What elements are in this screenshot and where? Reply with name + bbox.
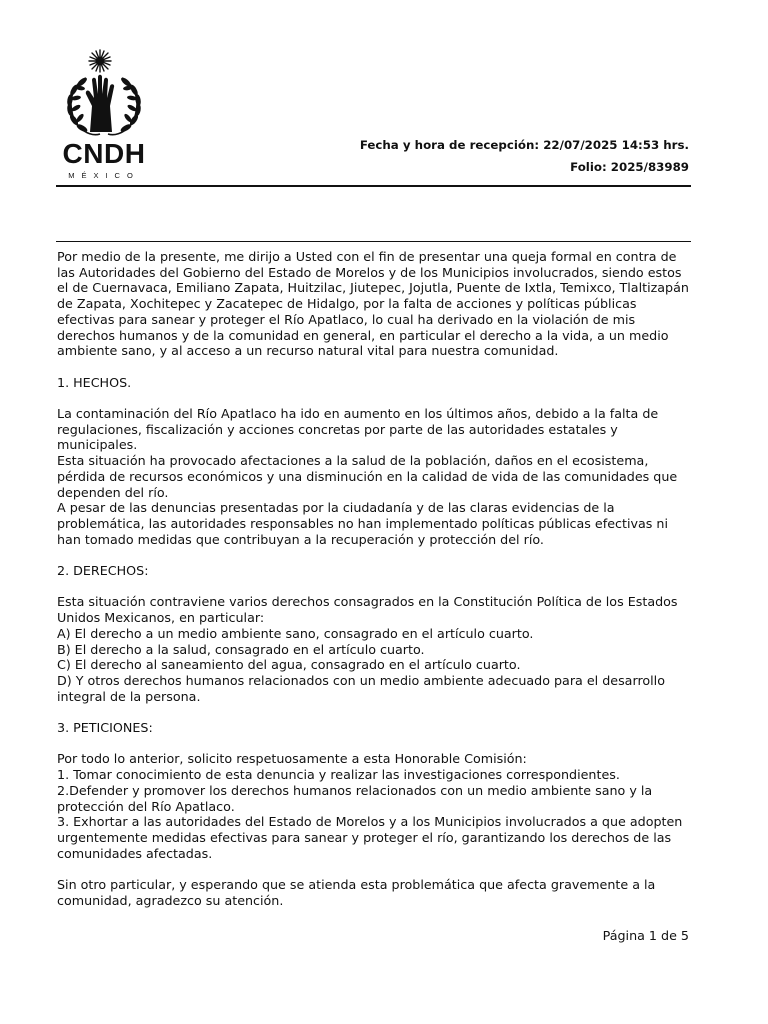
intro-paragraph: Por medio de la presente, me dirijo a Usted con el fin de presentar una queja formal en contra de las Autoridades del Gobierno del Estado de Morelos y de los Municipios involucrados, siendo estos el de Cuernavaca, Emiliano Zapata, Huitzilac, Jiutepec, Jojutla, Puente de Ixtla, Temixco, Tlaltizapán de Zapata, Xochitepec y Zacatepec de Hidalgo, por la falta de acciones y políticas públicas efectivas para sanear y proteger el Río Apatlaco, lo cual ha derivado en la violación de mis derechos humanos y de la comunidad en general, en particular el derecho a la vida, a un medio ambiente sano, y al acceso a un recurso natural vital para nuestra comunidad.: [57, 249, 689, 359]
derechos-paragraph: [57, 594, 693, 704]
peticiones-line: 2.Defender y promover los derechos humanos relacionados con un medio ambiente sano y la protección del Río Apatlaco.: [57, 782, 653, 814]
hechos-line: Esta situación ha provocado afectaciones a la salud de la población, daños en el ecosistema, pérdida de recursos económicos y una disminución en la calidad de vida de las comunidades que dependen del río.: [57, 453, 678, 500]
reception-datetime: Fecha y hora de recepción: 22/07/2025 14:53 hrs.: [359, 138, 689, 152]
derechos-line: Esta situación contraviene varios derechos consagrados en la Constitución Política de los Estados Unidos Mexicanos, en particular:: [57, 594, 678, 626]
derechos-line: D) Y otros derechos humanos relacionados con un medio ambiente adecuado para el desarrollo integral de la persona.: [57, 672, 665, 704]
peticiones-paragraph: [57, 751, 693, 861]
hechos-line: A pesar de las denuncias presentadas por la ciudadanía y de las claras evidencias de la problemática, las autoridades responsables no han implementado políticas públicas efectivas ni han tomado medidas que contribuyan a la recuperación y protección del río.: [57, 500, 668, 547]
closing-paragraph: Sin otro particular, y esperando que se atienda esta problemática que afecta gravemente a la comunidad, agradezco su atención.: [57, 877, 656, 908]
hechos-paragraph: [57, 406, 693, 547]
peticiones-line: 1. Tomar conocimiento de esta denuncia y realizar las investigaciones correspondientes.: [57, 767, 620, 783]
peticiones-line: 3. Exhortar a las autoridades del Estado de Morelos y a los Municipios involucrados a que adopten urgentemente medidas efectivas para sanear y proteger el río, garantizando los derechos de las comunidades afectadas.: [57, 814, 683, 861]
section-heading-hechos: 1. HECHOS.: [57, 374, 132, 390]
derechos-line: B) El derecho a la salud, consagrado en el artículo cuarto.: [57, 641, 425, 657]
peticiones-line: Por todo lo anterior, solicito respetuosamente a esta Honorable Comisión:: [57, 751, 527, 767]
logo-country: MÉXICO: [68, 171, 140, 180]
body-divider: [56, 241, 691, 242]
header-divider: [56, 185, 691, 187]
hechos-line: La contaminación del Río Apatlaco ha ido en aumento en los últimos años, debido a la falta de regulaciones, fiscalización y acciones concretas por parte de las autoridades estatales y municipales.: [57, 406, 659, 453]
folio-number: Folio: 2025/83989: [570, 160, 689, 174]
section-heading-derechos: 2. DERECHOS:: [57, 563, 149, 579]
page-number: Página 1 de 5: [602, 928, 689, 943]
raised-hand-with-star-and-laurel-icon: [56, 44, 152, 136]
derechos-line: A) El derecho a un medio ambiente sano, consagrado en el artículo cuarto.: [57, 625, 534, 641]
complaint-body: [57, 249, 693, 908]
derechos-line: C) El derecho al saneamiento del agua, consagrado en el artículo cuarto.: [57, 657, 521, 673]
logo-name: CNDH: [62, 138, 146, 169]
section-heading-peticiones: 3. PETICIONES:: [57, 720, 153, 736]
cndh-logo: [56, 44, 152, 180]
